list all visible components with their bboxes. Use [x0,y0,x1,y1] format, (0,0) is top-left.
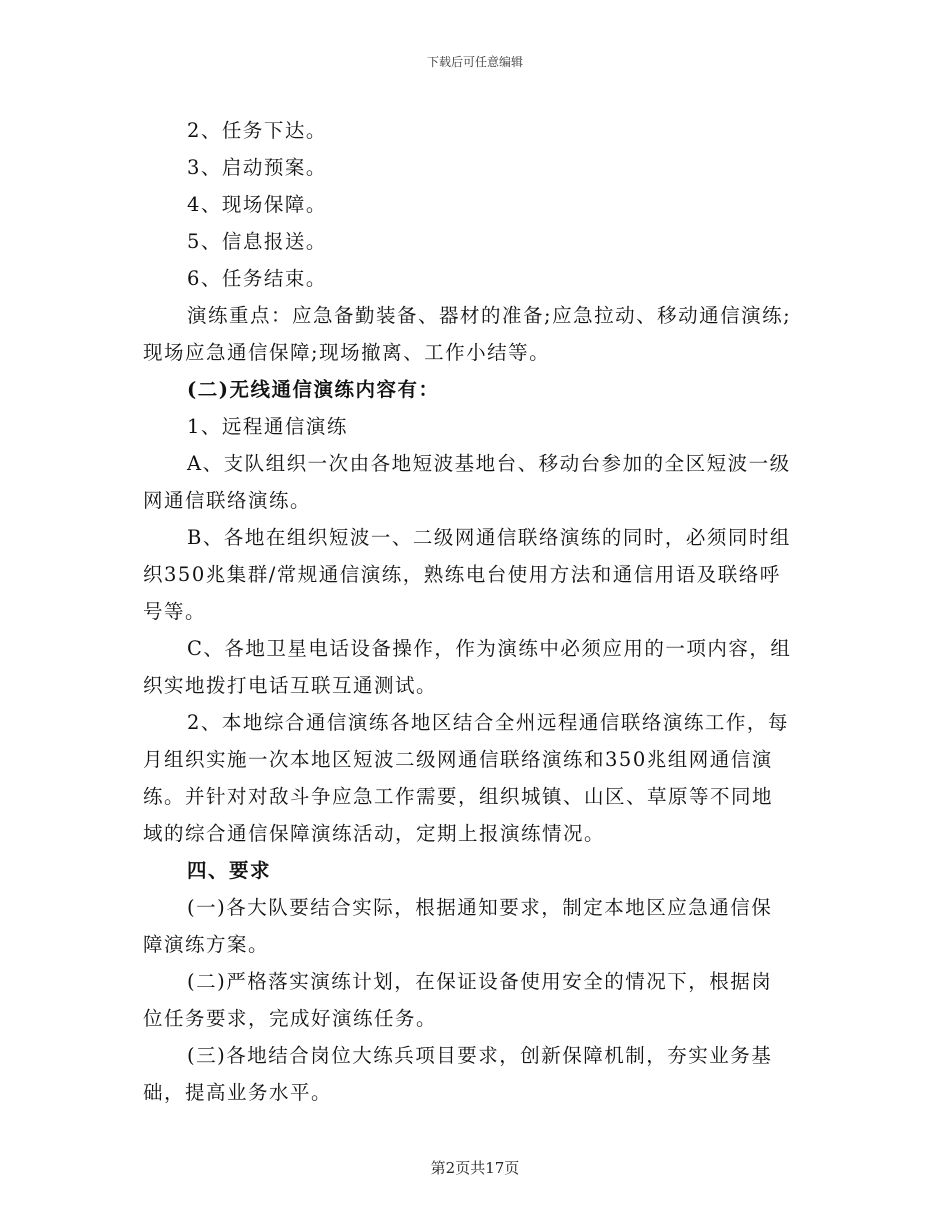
section-heading-requirements: 四、要求 [187,859,272,882]
paragraph-a-line: 网通信联络演练。 [143,489,312,512]
list-item-3: 3、启动预案。 [187,156,327,179]
requirement-2-line: (二)严格落实演练计划，在保证设备使用安全的情况下，根据岗 [187,970,773,993]
list-item-5: 5、信息报送。 [187,230,327,253]
paragraph-c-line: C、各地卫星电话设备操作，作为演练中必须应用的一项内容，组 [187,637,792,660]
page-header-note: 下载后可任意编辑 [426,55,523,69]
requirement-1-line: 障演练方案。 [143,933,270,956]
requirement-3-line: (三)各地结合岗位大练兵项目要求，创新保障机制，夯实业务基 [187,1044,773,1067]
subheading-remote-comm: 1、远程通信演练 [187,415,348,438]
paragraph-local-comm-line: 月组织实施一次本地区短波二级网通信联络演练和350兆组网通信演 [143,748,773,771]
section-heading-wireless: (二)无线通信演练内容有： [187,378,440,401]
paragraph-local-comm-line: 2、本地综合通信演练各地区结合全州远程通信联络演练工作，每 [187,711,789,734]
paragraph-local-comm-line: 练。并针对对敌斗争应急工作需要，组织城镇、山区、草原等不同地 [143,785,774,808]
list-item-2: 2、任务下达。 [187,119,327,142]
requirement-2-line: 位任务要求，完成好演练任务。 [143,1007,438,1030]
list-item-4: 4、现场保障。 [187,193,327,216]
drill-focus-paragraph-line: 演练重点：应急备勤装备、器材的准备;应急拉动、移动通信演练; [187,304,792,327]
paragraph-c-line: 织实地拨打电话互联互通测试。 [143,674,438,697]
page-number: 第2页共17页 [430,1159,520,1177]
paragraph-local-comm-line: 域的综合通信保障演练活动，定期上报演练情况。 [143,822,606,845]
requirement-1-line: (一)各大队要结合实际，根据通知要求，制定本地区应急通信保 [187,896,773,919]
paragraph-b-line: 号等。 [143,600,207,623]
requirement-3-line: 础，提高业务水平。 [143,1081,333,1104]
paragraph-b-line: 织350兆集群/常规通信演练，熟练电台使用方法和通信用语及联络呼 [143,563,781,586]
paragraph-b-line: B、各地在组织短波一、二级网通信联络演练的同时，必须同时组 [187,526,791,549]
list-item-6: 6、任务结束。 [187,267,327,290]
document-body [143,112,809,1111]
paragraph-a-line: A、支队组织一次由各地短波基地台、移动台参加的全区短波一级 [187,452,791,475]
drill-focus-paragraph-line: 现场应急通信保障;现场撤离、工作小结等。 [143,341,551,364]
